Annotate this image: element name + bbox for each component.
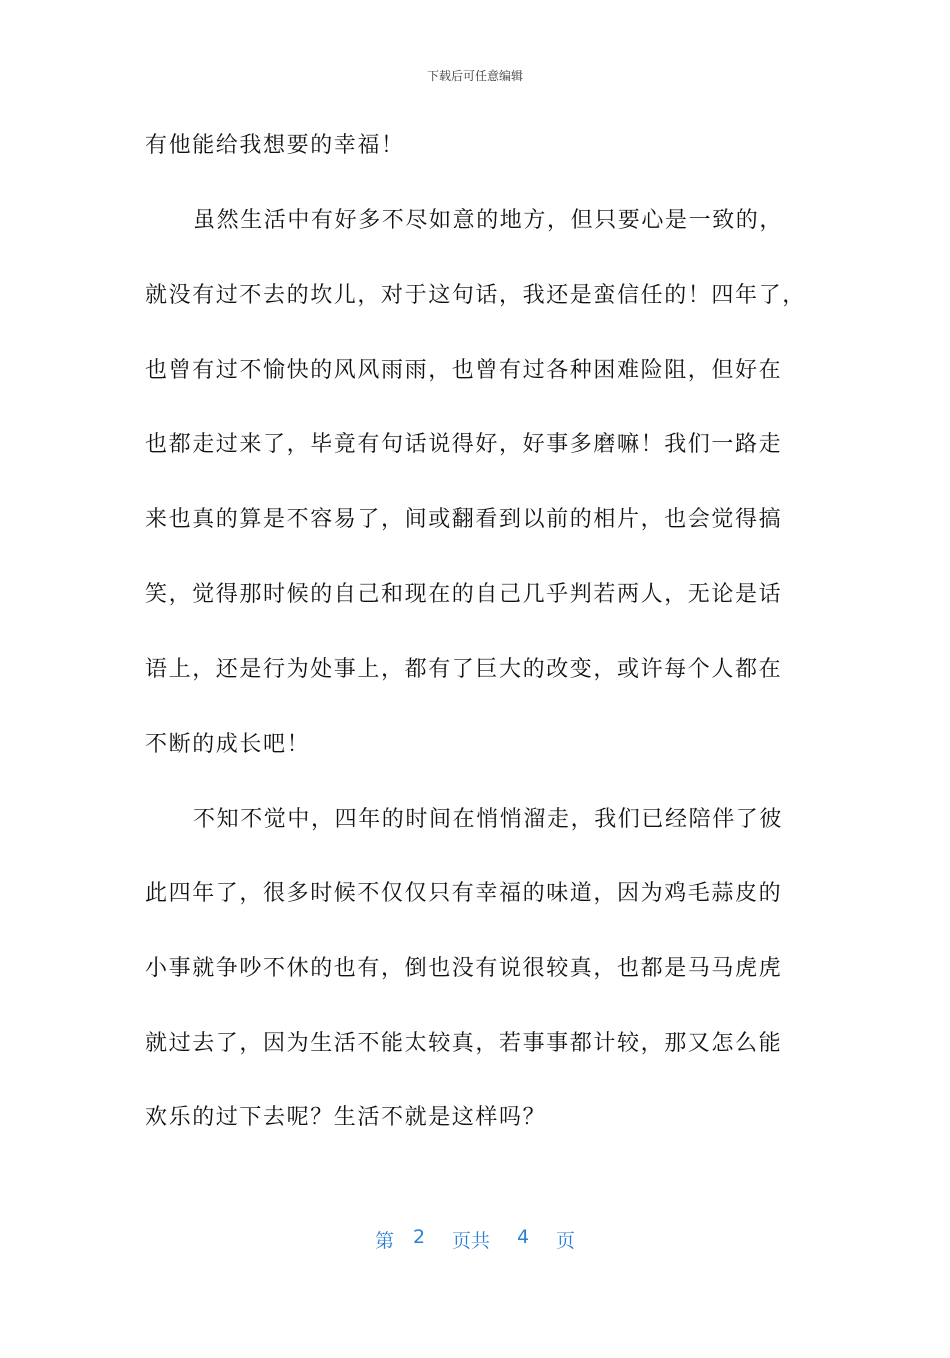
current-page: 2	[413, 1226, 426, 1248]
text-line: 来也真的算是不容易了，间或翻看到以前的相片，也会觉得搞	[145, 507, 783, 532]
text-line: 语上，还是行为处事上，都有了巨大的改变，或许每个人都在	[145, 657, 783, 682]
page-mid: 页共	[452, 1230, 491, 1252]
page-suffix: 页	[556, 1230, 576, 1252]
text-line: 此四年了，很多时候不仅仅只有幸福的味道，因为鸡毛蒜皮的	[145, 881, 783, 906]
header-note: 下载后可任意编辑	[426, 69, 523, 83]
total-pages: 4	[517, 1226, 530, 1248]
text-line: 不知不觉中，四年的时间在悄悄溜走，我们已经陪伴了彼	[193, 807, 784, 832]
page-prefix: 第	[375, 1230, 395, 1252]
page-number-footer	[375, 1226, 576, 1358]
text-line: 也曾有过不愉快的风风雨雨，也曾有过各种困难险阻，但好在	[145, 358, 783, 383]
text-line: 不断的成长吧！	[145, 732, 311, 757]
text-line: 就过去了，因为生活不能太较真，若事事都计较，那又怎么能	[145, 1031, 783, 1056]
text-line: 小事就争吵不休的也有，倒也没有说很较真，也都是马马虎虎	[145, 956, 783, 981]
text-line: 就没有过不去的坎儿，对于这句话，我还是蛮信任的！四年了，	[145, 283, 806, 308]
text-line: 虽然生活中有好多不尽如意的地方，但只要心是一致的，	[193, 208, 784, 233]
text-line: 欢乐的过下去呢？生活不就是这样吗？	[145, 1105, 547, 1130]
text-line: 也都走过来了，毕竟有句话说得好，好事多磨嘛！我们一路走	[145, 432, 783, 457]
text-line: 笑，觉得那时候的自己和现在的自己几乎判若两人，无论是话	[145, 582, 783, 607]
text-line: 有他能给我想要的幸福！	[145, 133, 405, 158]
